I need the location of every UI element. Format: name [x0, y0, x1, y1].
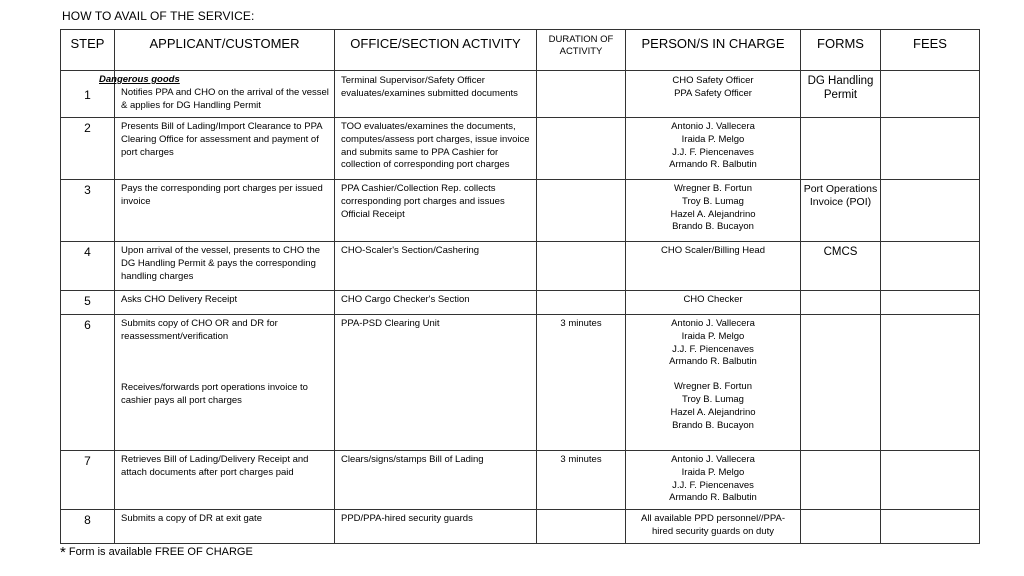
duration-text: 3 minutes	[537, 315, 626, 451]
person-name: PPA Safety Officer	[674, 87, 752, 99]
table-row	[61, 71, 980, 118]
table-row	[61, 180, 980, 242]
person-name: J.J. F. Piencenaves	[672, 146, 754, 158]
duration-text	[537, 291, 626, 315]
person-name: J.J. F. Piencenaves	[672, 343, 754, 355]
person-name: Brando B. Bucayon	[672, 221, 754, 233]
person-name: J.J. F. Piencenaves	[672, 479, 754, 491]
applicant-text: Retrieves Bill of Lading/Delivery Receipt and attach documents after port charges paid	[115, 451, 335, 510]
duration-text	[537, 242, 626, 291]
header-row	[61, 30, 980, 71]
fees-cell	[881, 315, 980, 451]
applicant-text-secondary: Receives/forwards port operations invoice to cashier pays all port charges	[121, 382, 308, 406]
col-header-office: OFFICE/SECTION ACTIVITY	[335, 30, 537, 71]
table-row	[61, 291, 980, 315]
person-name: CHO Checker	[683, 294, 743, 305]
applicant-cell	[115, 315, 335, 451]
office-text: PPA Cashier/Collection Rep. collects corresponding port charges and issues Official Receipt	[335, 180, 537, 242]
col-header-fees: FEES	[881, 30, 980, 71]
step-number: 1	[61, 71, 115, 118]
office-text: CHO Cargo Checker's Section	[335, 291, 537, 315]
duration-text	[537, 71, 626, 118]
office-text: TOO evaluates/examines the documents, computes/assess port charges, issue invoice and submits same to PPA Cashier for collection of corresponding port charges	[335, 118, 537, 180]
persons-cell	[626, 315, 801, 451]
person-name: Iraida P. Melgo	[681, 330, 745, 342]
form-cell	[801, 118, 881, 180]
persons-cell	[626, 71, 801, 118]
fees-cell	[881, 71, 980, 118]
asterisk: *	[60, 544, 66, 561]
table-row	[61, 451, 980, 510]
step-number: 2	[61, 118, 115, 180]
step-number: 3	[61, 180, 115, 242]
fees-cell	[881, 242, 980, 291]
person-name: Antonio J. Vallecera	[671, 121, 755, 132]
applicant-text: Pays the corresponding port charges per issued invoice	[115, 180, 335, 242]
person-name: Wregner B. Fortun	[674, 381, 752, 393]
duration-text	[537, 118, 626, 180]
form-name: Port Operations Invoice (POI)	[801, 180, 881, 242]
step-number: 7	[61, 451, 115, 510]
form-cell	[801, 451, 881, 510]
section-heading: HOW TO AVAIL OF THE SERVICE:	[62, 9, 255, 23]
table-row	[61, 510, 980, 544]
applicant-text: Presents Bill of Lading/Import Clearance to PPA Clearing Office for assessment and payment of port charges	[115, 118, 335, 180]
fees-cell	[881, 291, 980, 315]
persons-cell	[626, 180, 801, 242]
person-name: Antonio J. Vallecera	[671, 454, 755, 465]
person-name: Hazel A. Alejandrino	[670, 406, 756, 418]
fees-cell	[881, 510, 980, 544]
person-name: Antonio J. Vallecera	[671, 318, 755, 329]
persons-cell	[626, 291, 801, 315]
person-name: Armando R. Balbutin	[669, 356, 757, 368]
duration-text	[537, 510, 626, 544]
fees-cell	[881, 451, 980, 510]
office-text: Terminal Supervisor/Safety Officer evaluates/examines submitted documents	[335, 71, 537, 118]
dangerous-goods-label: Dangerous goods	[99, 74, 180, 85]
duration-text: 3 minutes	[537, 451, 626, 510]
form-cell	[801, 315, 881, 451]
spacer	[626, 369, 800, 381]
applicant-text: Notifies PPA and CHO on the arrival of the vessel & applies for DG Handling Permit	[121, 86, 329, 111]
person-name: Armando R. Balbutin	[669, 159, 757, 171]
person-name: Troy B. Lumag	[682, 393, 744, 405]
person-name: CHO Safety Officer	[672, 75, 754, 86]
fees-cell	[881, 180, 980, 242]
form-cell	[801, 291, 881, 315]
table-row	[61, 118, 980, 180]
footnote-text: Form is available FREE OF CHARGE	[68, 546, 253, 558]
person-name: Hazel A. Alejandrino	[670, 208, 756, 220]
office-text: PPD/PPA-hired security guards	[335, 510, 537, 544]
applicant-text: Submits copy of CHO OR and DR for reassessment/verification	[121, 318, 278, 342]
form-cell	[801, 510, 881, 544]
col-header-applicant: APPLICANT/CUSTOMER	[115, 30, 335, 71]
office-text: PPA-PSD Clearing Unit	[335, 315, 537, 451]
office-text: Clears/signs/stamps Bill of Lading	[335, 451, 537, 510]
col-header-forms: FORMS	[801, 30, 881, 71]
col-header-person: PERSON/S IN CHARGE	[626, 30, 801, 71]
persons-cell	[626, 510, 801, 544]
person-name: Troy B. Lumag	[682, 195, 744, 207]
person-name: Iraida P. Melgo	[681, 133, 745, 145]
fees-cell	[881, 118, 980, 180]
step-number: 6	[61, 315, 115, 451]
applicant-text: Upon arrival of the vessel, presents to CHO the DG Handling Permit & pays the corresponding handling charges	[115, 242, 335, 291]
col-header-step: STEP	[61, 30, 115, 71]
duration-text	[537, 180, 626, 242]
person-name: Wregner B. Fortun	[674, 183, 752, 194]
step-number: 4	[61, 242, 115, 291]
person-name: Iraida P. Melgo	[681, 466, 745, 478]
persons-cell	[626, 118, 801, 180]
table-row	[61, 315, 980, 451]
step-number: 8	[61, 510, 115, 544]
person-name: CHO Scaler/Billing Head	[660, 245, 765, 256]
col-header-duration: DURATION OF ACTIVITY	[537, 30, 626, 71]
persons-cell	[626, 451, 801, 510]
applicant-cell	[99, 71, 335, 118]
footnote	[60, 544, 253, 561]
applicant-text: Submits a copy of DR at exit gate	[115, 510, 335, 544]
person-name: Armando R. Balbutin	[669, 492, 757, 504]
person-name: All available PPD personnel//PPA-hired security guards on duty	[641, 513, 785, 537]
office-text: CHO-Scaler's Section/Cashering	[335, 242, 537, 291]
form-name: CMCS	[801, 242, 881, 291]
service-steps-table	[60, 29, 980, 544]
applicant-text: Asks CHO Delivery Receipt	[115, 291, 335, 315]
form-name: DG Handling Permit	[801, 71, 881, 118]
step-number: 5	[61, 291, 115, 315]
persons-cell	[626, 242, 801, 291]
person-name: Brando B. Bucayon	[672, 419, 754, 431]
table-row	[61, 242, 980, 291]
